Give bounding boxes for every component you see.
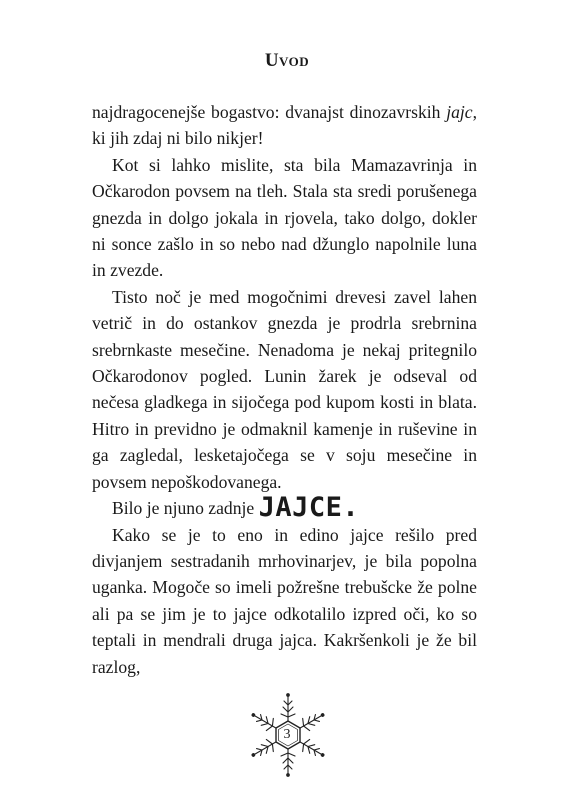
- paragraph-4-text: Bilo je njuno zadnje: [112, 498, 259, 519]
- page-number: 3: [283, 727, 291, 742]
- paragraph-5: Kako se je to eno in edino jajce rešilo pred divjanjem sestradanih mrhovinarjev, je bila popolna uganka. Mogoče so imeli požrešne trebušcke že polne ali pa se jim je to jajce odkotalilo izpred oči, ko so teptali in mendrali druga jajca. Kakršenkoli je že bil razlog,: [92, 524, 477, 677]
- paragraph-3: Tisto noč je med mogočnimi drevesi zavel lahen vetrič in do ostankov gnezda je prodrla srebrnina srebrnkaste mesečine. Nenadoma je nekaj pritegnilo Očkarodonov pogled. Lunin žarek je odseval od nečesa gladkega in sijočega pod kupom kosti in blata. Hitro in previdno je odmaknil kamenje in ruševine in ga zagledal, lesketajočega se v soju mesečine in povsem nepoškodovanega.: [92, 286, 477, 492]
- paragraph-1-part-a: najdragocenejše bogastvo: dvanajst dinozavrskih: [92, 102, 447, 122]
- paragraph-4: [92, 492, 477, 524]
- emphasized-word-jajce: JAJCE.: [258, 492, 360, 524]
- paragraph-2: Kot si lahko mislite, sta bila Mamazavrinja in Očkarodon povsem na tleh. Stala sta sredi porušenega gnezda in dolgo jokala in rjovela, tako dolgo, dokler ni sonce zašlo in so nebo nad džunglo napolnile luna in zvezde.: [92, 154, 477, 281]
- body-text: [92, 99, 477, 680]
- running-head: Uvod: [264, 50, 310, 71]
- paragraph-1-part-b: , ki jih zdaj ni bilo nikjer!: [92, 102, 477, 149]
- paragraph-1: [92, 99, 477, 152]
- paragraph-1-italic-word: jajc: [446, 102, 473, 122]
